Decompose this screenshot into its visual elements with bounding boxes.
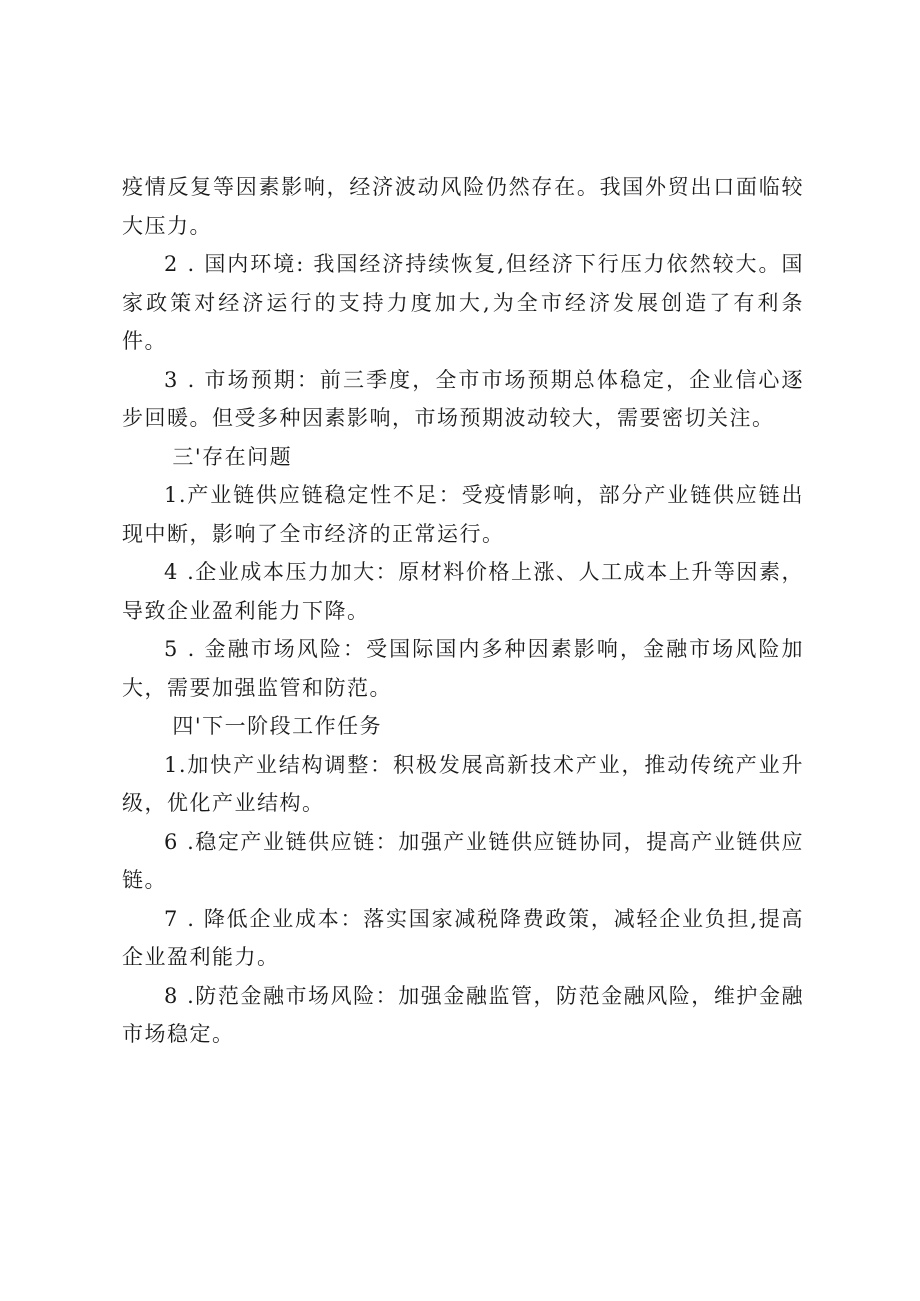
paragraph-industrial-structure: 1.加快产业结构调整：积极发展高新技术产业，推动传统产业升级，优化产业结构。 bbox=[122, 752, 804, 815]
paragraph-enterprise-cost: 4 .企业成本压力加大：原材料价格上涨、人工成本上升等因素，导致企业盈利能力下降。 bbox=[122, 560, 804, 623]
document-body bbox=[122, 168, 804, 1054]
paragraph-financial-risk: 5 . 金融市场风险：受国际国内多种因素影响，金融市场风险加大，需要加强监管和防范。 bbox=[122, 637, 804, 700]
paragraph-market-expectation: 3 . 市场预期：前三季度，全市市场预期总体稳定，企业信心逐步回暖。但受多种因素影响，市场预期波动较大，需要密切关注。 bbox=[122, 367, 804, 430]
paragraph-continuation: 疫情反复等因素影响，经济波动风险仍然存在。我国外贸出口面临较大压力。 bbox=[122, 175, 804, 238]
paragraph-prevent-financial-risk: 8 .防范金融市场风险：加强金融监管，防范金融风险，维护金融市场稳定。 bbox=[122, 983, 804, 1046]
paragraph-stabilize-supply-chain: 6 .稳定产业链供应链：加强产业链供应链协同，提高产业链供应链。 bbox=[122, 829, 804, 892]
section-heading-next-tasks: 四'下一阶段工作任务 bbox=[172, 714, 383, 738]
paragraph-domestic-environment: 2 . 国内环境: 我国经济持续恢复,但经济下行压力依然较大。国家政策对经济运行的支持力度加大,为全市经济发展创造了有利条件。 bbox=[122, 252, 804, 353]
section-heading-problems: 三'存在问题 bbox=[172, 444, 293, 469]
paragraph-supply-chain-stability: 1.产业链供应链稳定性不足：受疫情影响，部分产业链供应链出现中断，影响了全市经济的正常运行。 bbox=[122, 483, 804, 546]
paragraph-reduce-costs: 7 . 降低企业成本：落实国家减税降费政策，减轻企业负担,提高企业盈利能力。 bbox=[122, 906, 804, 969]
